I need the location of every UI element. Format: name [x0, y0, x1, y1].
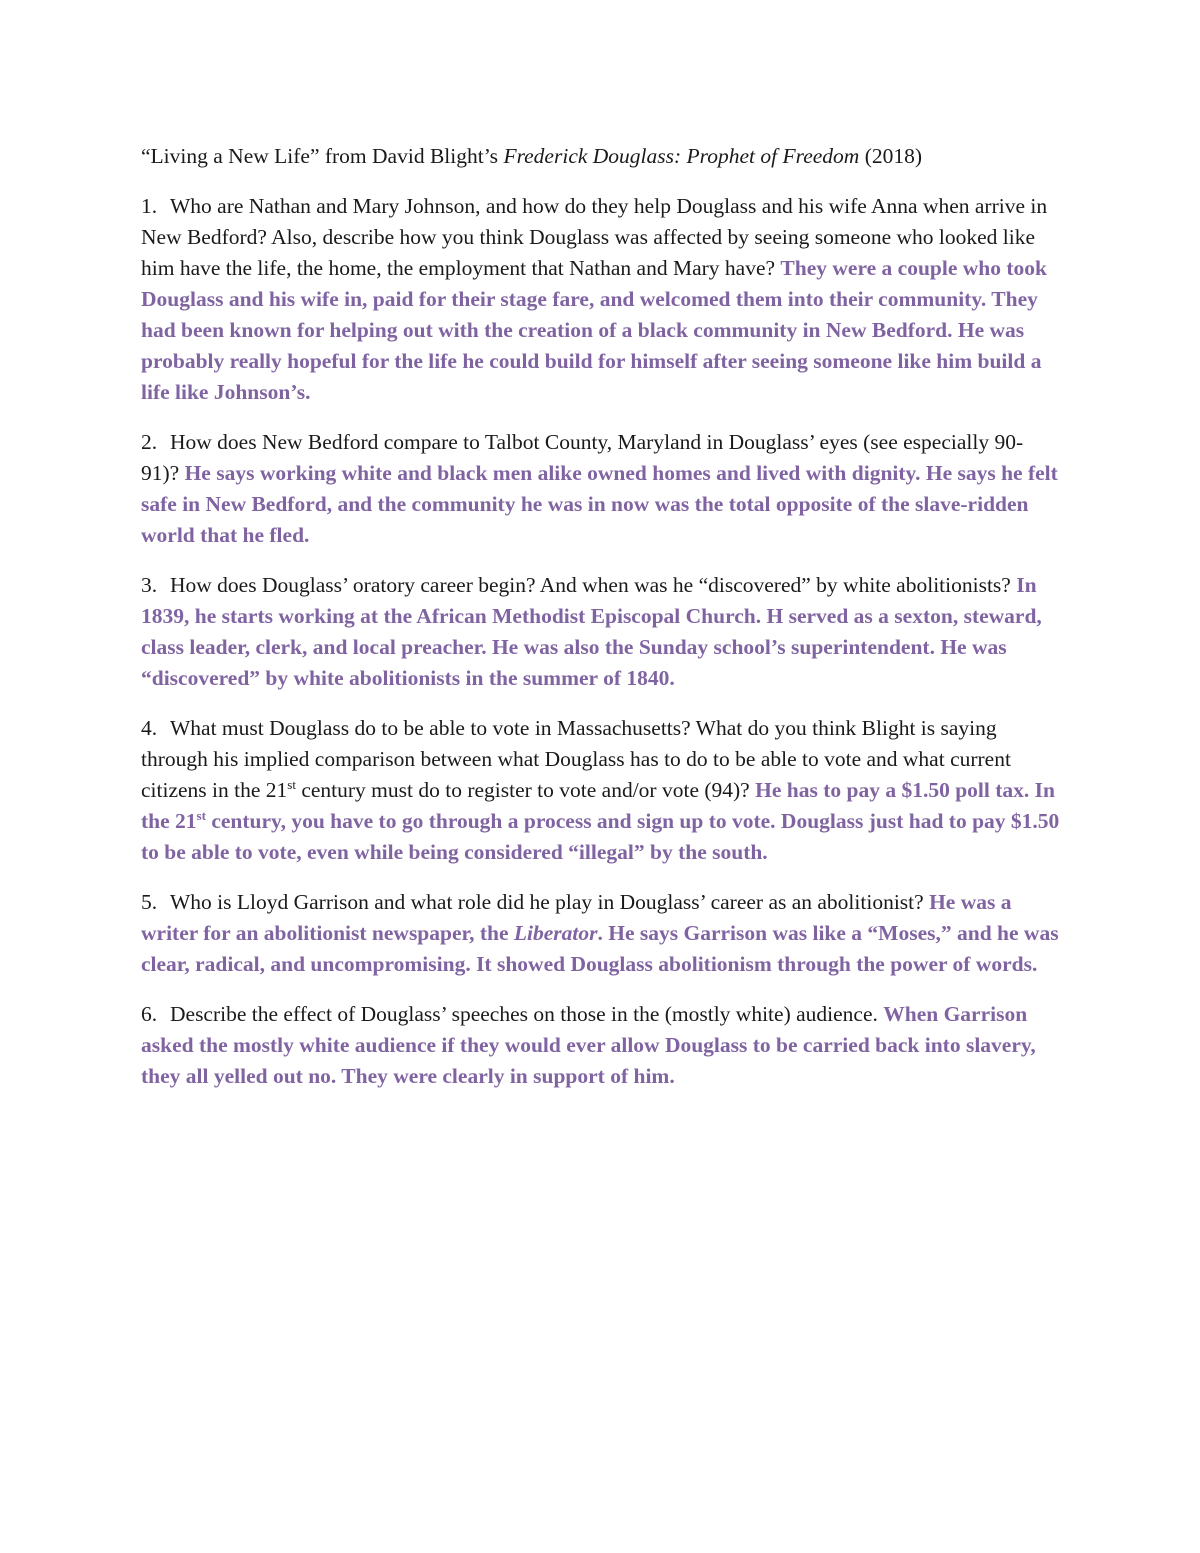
- document-title: [141, 141, 1061, 172]
- title-prefix: “Living a New Life” from David Blight’s: [141, 144, 504, 168]
- answer-text-part-a: He has to pay a $1.50 poll tax. In the 21: [141, 778, 1055, 833]
- question-5: [141, 887, 1061, 980]
- answer-text-part-b: century, you have to go through a process and sign up to vote. Douglass just had to pay $1.50 to be able to vote, even while being considered “illegal” by the south.: [141, 809, 1060, 864]
- answer-text: He says working white and black men alike owned homes and lived with dignity. He says he felt safe in New Bedford, and the community he was in now was the total opposite of the slave-ridden world that he fled.: [141, 461, 1058, 547]
- answer-text: When Garrison asked the mostly white audience if they would ever allow Douglass to be carried back into slavery, they all yelled out no. They were clearly in support of him.: [141, 1002, 1036, 1088]
- answer-text-part-a: He was a writer for an abolitionist newspaper, the: [141, 890, 1012, 945]
- question-text: How does New Bedford compare to Talbot County, Maryland in Douglass’ eyes (see especially 90-91)?: [141, 430, 1024, 485]
- question-number: 5.: [141, 890, 158, 914]
- answer-text: They were a couple who took Douglass and his wife in, paid for their stage fare, and welcomed them into their community. They had been known for helping out with the creation of a black community in New Bedford. He was probably really hopeful for the life he could build for himself after seeing someone like him build a life like Johnson’s.: [141, 256, 1047, 404]
- answer-text-part-b: . He says Garrison was like a “Moses,” and he was clear, radical, and uncompromising. It showed Douglass abolitionism through the power of words.: [141, 921, 1059, 976]
- question-text: Who is Lloyd Garrison and what role did he play in Douglass’ career as an abolitionist?: [170, 890, 924, 914]
- question-text: Who are Nathan and Mary Johnson, and how do they help Douglass and his wife Anna when arrive in New Bedford? Also, describe how you think Douglass was affected by seeing someone who looked like him have the life, the home, the employment that Nathan and Mary have?: [141, 194, 1048, 280]
- answer-superscript: st: [196, 808, 206, 823]
- answer-text: In 1839, he starts working at the African Methodist Episcopal Church. H served as a sexton, steward, class leader, clerk, and local preacher. He was also the Sunday school’s superintendent. He was “discovered” by white abolitionists in the summer of 1840.: [141, 573, 1042, 690]
- title-suffix: (2018): [859, 144, 923, 168]
- question-2: [141, 427, 1061, 551]
- question-4: [141, 713, 1061, 868]
- question-superscript: st: [287, 777, 296, 792]
- question-number: 4.: [141, 716, 158, 740]
- document-page: [141, 141, 1061, 1111]
- question-6: [141, 999, 1061, 1092]
- title-book: Frederick Douglass: Prophet of Freedom: [503, 144, 860, 168]
- question-text-part-b: century must do to register to vote and/or vote (94)?: [295, 778, 750, 802]
- question-text: Describe the effect of Douglass’ speeches on those in the (mostly white) audience.: [170, 1002, 878, 1026]
- question-number: 6.: [141, 1002, 158, 1026]
- question-text-part-a: What must Douglass do to be able to vote in Massachusetts? What do you think Blight is saying through his implied comparison between what Douglass has to do to be able to vote and what current citizens in the 21: [141, 716, 1011, 802]
- question-text: How does Douglass’ oratory career begin? And when was he “discovered” by white abolitionists?: [170, 573, 1011, 597]
- question-3: [141, 570, 1061, 694]
- answer-newspaper-title: Liberator: [513, 921, 598, 945]
- question-number: 1.: [141, 194, 158, 218]
- question-number: 2.: [141, 430, 158, 454]
- question-number: 3.: [141, 573, 158, 597]
- question-1: [141, 191, 1061, 408]
